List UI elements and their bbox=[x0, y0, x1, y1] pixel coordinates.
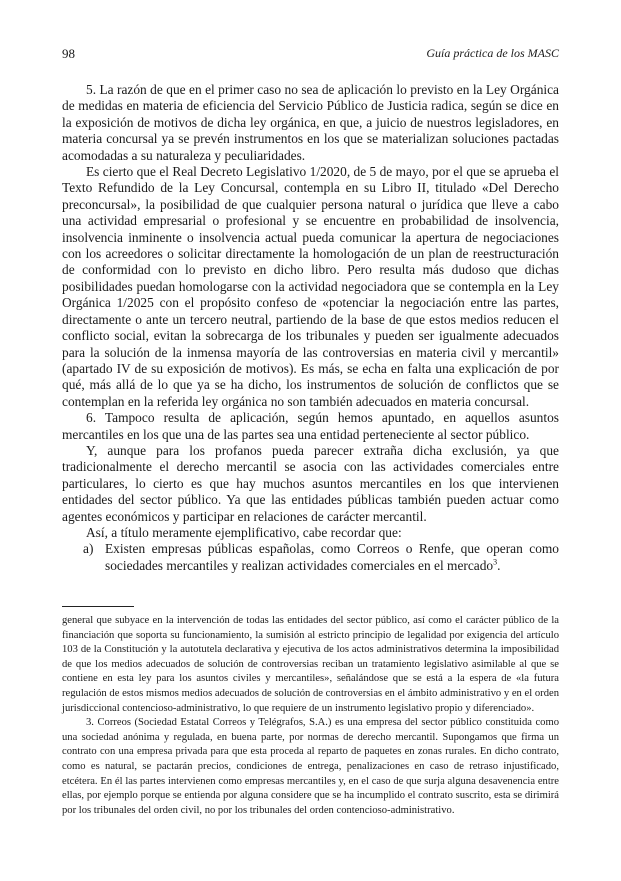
list-marker: a) bbox=[83, 541, 94, 557]
paragraph-ley-concursal: Es cierto que el Real Decreto Legislativo 1/2020, de 5 de mayo, por el que se aprueba el Texto Refundido de la Ley Concursal, contempla en su Libro II, titulado «Del Derecho preconcursal», la posibilidad de que cualquier persona natural o jurídica que lleve a cabo una actividad empresarial o profesional y se encuentre en probabilidad de insolvencia, insolvencia inminente o insolvencia actual pueda comunicar la apertura de negociaciones con los acreedores o solicitar directamente la homologación de un plan de reestructuración de conformidad con lo previsto en dicho libro. Pero resulta más dudoso que dichas posibilidades puedan homologarse con la actividad negociadora que se contempla en la Ley Orgánica 1/2025 con el propósito confeso de «potenciar la negociación entre las partes, directamente o ante un tercero neutral, partiendo de la base de que estos medios reducen el conflicto social, evitan la sobrecarga de los tribunales y pueden ser igualmente adecuados para la solución de la inmensa mayoría de las controversias en materia civil y mercantil» (apartado IV de su exposición de motivos). Es más, se echa en falta una explicación de por qué, más allá de lo que ya se ha dicho, los instrumentos de solución de conflictos que se contemplan en la referida ley orgánica no son también adecuados en materia concursal. bbox=[62, 164, 559, 409]
body-text bbox=[62, 82, 559, 574]
list-item-end: . bbox=[497, 557, 501, 573]
list-item-text: Existen empresas públicas españolas, como Correos o Renfe, que operan como sociedades mercantiles y realizan actividades comerciales en el mercado bbox=[105, 541, 559, 573]
footnote-continuation: general que subyace en la intervención de todas las entidades del sector público, así como el carácter público de la financiación que soporta su funcionamiento, la sumisión al estricto principio de legalidad por exigencia del artículo 103 de la Constitución y la autotutela declarativa y ejecutiva de los actos administrativos determina la imposibilidad de que los medios adecuados de solución de controversias reciban un tratamiento legislativo asimilable al que se contiene en esta ley para los asuntos civiles y mercantiles», señalándose que se está a la espera de «la futura regulación de estos mismos medios adecuados de solución de controversias en el ámbito administrativo y en el orden jurisdiccional contencioso-administrativo, lo que requiere de un instrumento legislativo propio y diferenciado». bbox=[62, 615, 559, 714]
paragraph-ejemplos-intro: Así, a título meramente ejemplificativo, cabe recordar que: bbox=[86, 524, 402, 540]
running-header-title: Guía práctica de los MASC bbox=[426, 46, 559, 60]
list-item-a bbox=[62, 541, 559, 574]
paragraph-point-6: 6. Tampoco resulta de aplicación, según hemos apuntado, en aquellos asuntos mercantiles en los que una de las partes sea una entidad perteneciente al sector público. bbox=[62, 410, 559, 442]
footnote-separator bbox=[62, 606, 134, 607]
footnote-3: 3. Correos (Sociedad Estatal Correos y Telégrafos, S.A.) es una empresa del sector público constituida como una sociedad anónima y regulada, en buena parte, por normas de derecho mercantil. Supongamos que firma un contrato con una empresa privada para que esta proceda al reparto de paquetes en zonas rurales. En dicho contrato, como es natural, se pactarán precios, condiciones de entrega, penalizaciones en caso de retraso injustificado, etcétera. En él las partes intervienen como empresas mercantiles y, en el caso de que surja alguna desavenencia entre ellas, por ejemplo porque se entienda por alguna considere que se ha incumplido el contrato suscrito, esta se dirimirá por los tribunales del orden civil, no por los tribunales del orden contencioso-administrativo. bbox=[62, 717, 559, 816]
footnotes bbox=[62, 614, 559, 818]
page-number: 98 bbox=[62, 46, 75, 61]
paragraph-sector-publico: Y, aunque para los profanos pueda parecer extraña dicha exclusión, ya que tradicionalmente el derecho mercantil se asocia con las actividades comerciales entre particulares, lo cierto es que hay muchos asuntos mercantiles en los que intervienen entidades del sector público. Ya que las entidades públicas también pueden actuar como agentes económicos y participar en relaciones de carácter mercantil. bbox=[62, 442, 559, 524]
footnote-reference-3[interactable]: 3 bbox=[493, 557, 498, 567]
paragraph-point-5: 5. La razón de que en el primer caso no sea de aplicación lo previsto en la Ley Orgánica de medidas en materia de eficiencia del Servicio Público de Justicia radica, según se dice en la exposición de motivos de dicha ley orgánica, en que, a juicio de nuestros legisladores, en materia concursal ya se prevén instrumentos en los que se materializan soluciones pactadas acomodadas a su naturaleza y peculiaridades. bbox=[62, 82, 559, 163]
